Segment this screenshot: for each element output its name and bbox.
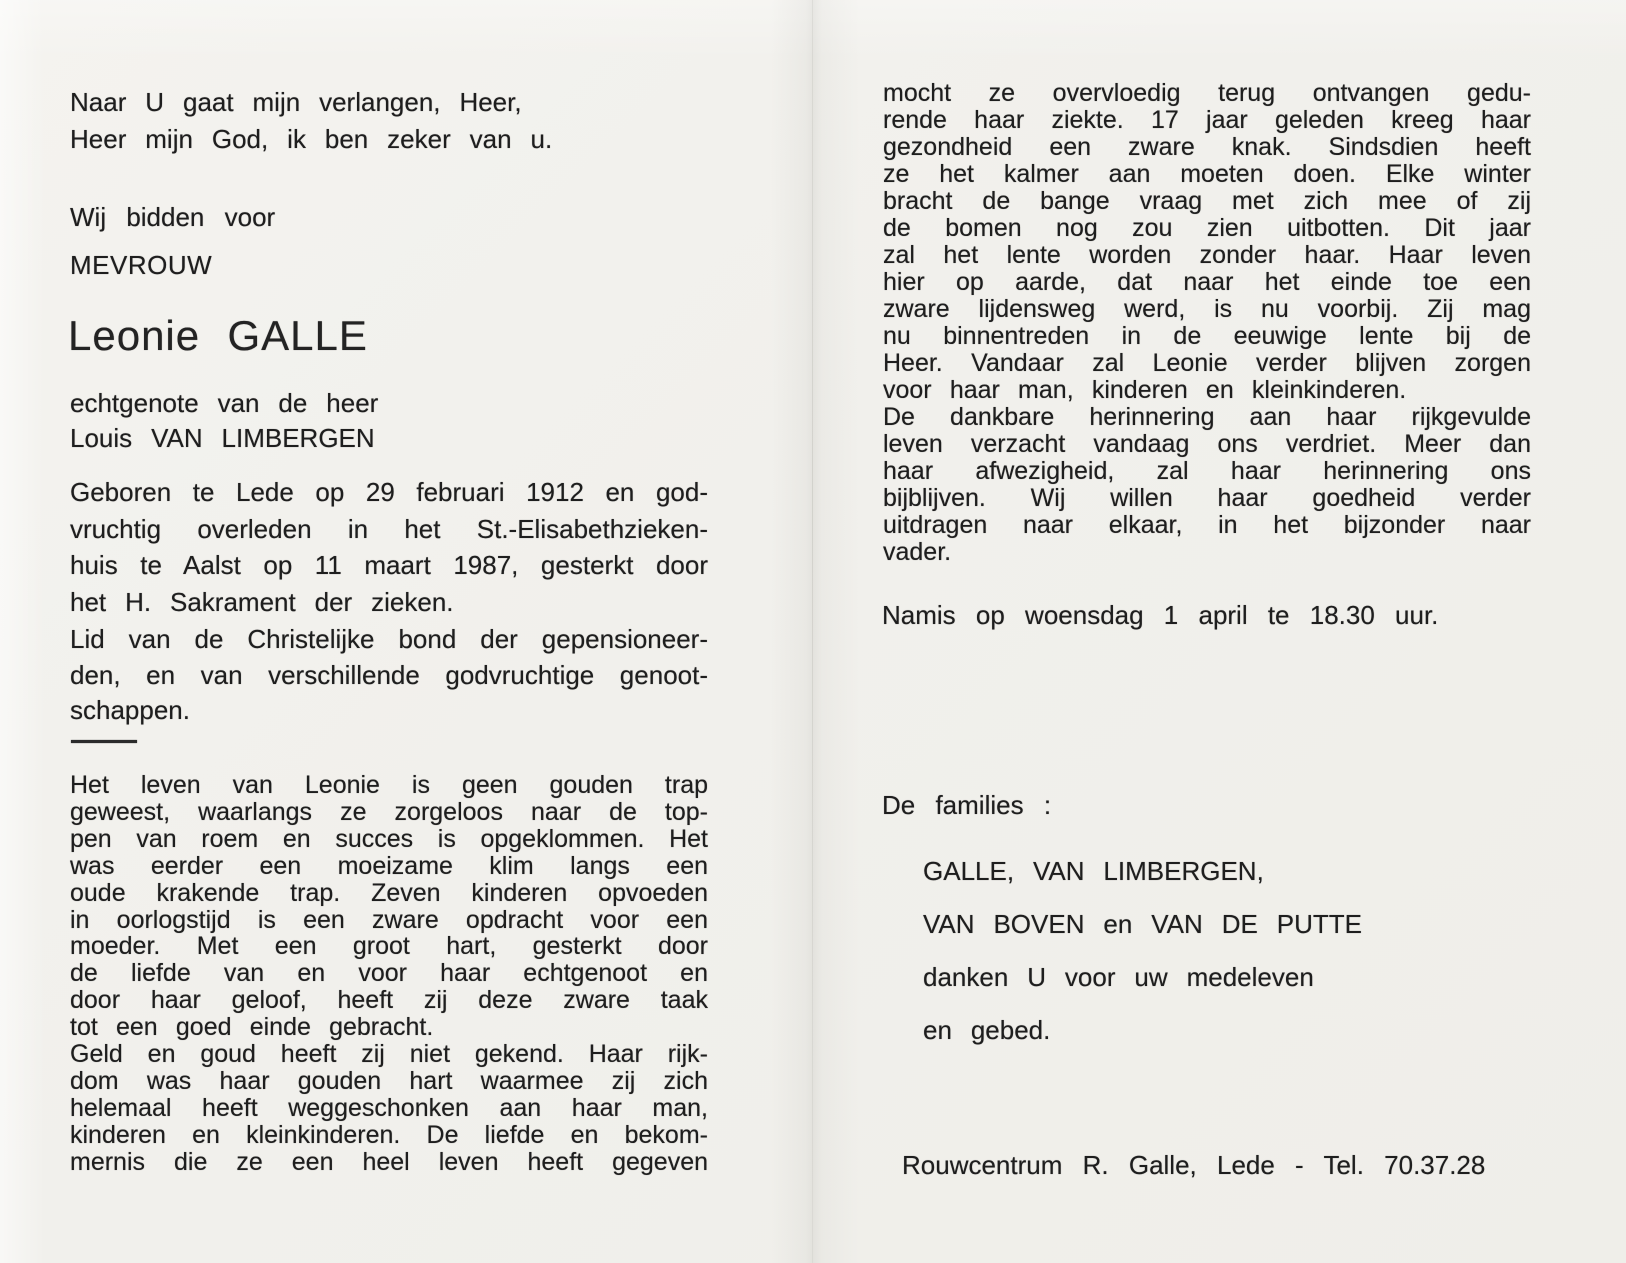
text-line: den, en van verschillende godvruchtige genoot-: [70, 659, 708, 690]
text-line: de liefde van en voor haar echtgenoot en: [70, 959, 708, 988]
text-line: Geboren te Lede op 29 februari 1912 en god-: [70, 477, 708, 507]
text-line: door haar geloof, heeft zij deze zware taak: [70, 986, 708, 1015]
deceased-name: Leonie GALLE: [68, 312, 368, 359]
text-line: bijblijven. Wij willen haar goedheid verder: [883, 484, 1531, 512]
text-line: tot een goed einde gebracht.: [70, 1013, 434, 1042]
text-line: zware lijdensweg werd, is nu voorbij. Zij mag: [883, 295, 1531, 323]
bio-paragraph: [70, 474, 708, 620]
text-line: hier op aarde, dat naar het einde toe een: [883, 268, 1531, 296]
text-line: haar afwezigheid, zal haar herinnering ons: [883, 457, 1531, 485]
text-line: Heer. Vandaar zal Leonie verder blijven zorgen: [883, 349, 1531, 377]
page-fold: [812, 0, 813, 1263]
text-line: helemaal heeft weggeschonken aan haar man,: [70, 1093, 708, 1122]
opening-quote: [70, 84, 710, 158]
text-line: vruchtig overleden in het St.-Elisabethzieken-: [70, 513, 708, 544]
text-line: Heer mijn God, ik ben zeker van u.: [70, 124, 553, 154]
text-line: GALLE, VAN LIMBERGEN,: [923, 856, 1264, 886]
families-names: [923, 845, 1523, 1057]
text-line: leven verzacht vandaag ons verdriet. Meer dan: [883, 430, 1531, 458]
text-line: in oorlogstijd is een zware opdracht voor een: [70, 905, 708, 934]
text-line: zal het lente worden zonder haar. Haar leven: [883, 241, 1531, 269]
text-line: voor haar man, kinderen en kleinkinderen.: [883, 376, 1407, 404]
text-line: Geld en goud heeft zij niet gekend. Haar rijk-: [70, 1040, 708, 1069]
text-line: rende haar ziekte. 17 jaar geleden kreeg haar: [883, 106, 1531, 134]
text-line: mocht ze overvloedig terug ontvangen gedu-: [883, 79, 1531, 107]
funeral-home-line: Rouwcentrum R. Galle, Lede - Tel. 70.37.28: [902, 1150, 1486, 1180]
section-divider: [71, 740, 137, 743]
text-line: dom was haar gouden hart waarmee zij zich: [70, 1066, 708, 1095]
text-line: Naar U gaat mijn verlangen, Heer,: [70, 87, 522, 117]
right-page: [813, 0, 1626, 1263]
text-line: en gebed.: [923, 1015, 1051, 1045]
text-line: mernis die ze een heel leven heeft gegeven: [70, 1147, 708, 1176]
honorific: MEVROUW: [70, 250, 213, 280]
text-line: Louis VAN LIMBERGEN: [70, 423, 375, 453]
text-line: danken U voor uw medeleven: [923, 962, 1314, 992]
text-line: was eerder een moeizame klim langs een: [70, 851, 708, 880]
text-line: uitdragen naar elkaar, in het bijzonder naar: [883, 511, 1531, 539]
text-line: bracht de bange vraag met zich mee of zij: [883, 187, 1531, 215]
text-line: geweest, waarlangs ze zorgeloos naar de top-: [70, 797, 708, 826]
text-line: moeder. Met een groot hart, gesterkt door: [70, 932, 708, 961]
continuation-paragraph: [883, 80, 1531, 566]
text-line: vader.: [883, 538, 952, 566]
text-line: oude krakende trap. Zeven kinderen opvoeden: [70, 878, 708, 907]
text-line: ze het kalmer aan moeten doen. Elke winter: [883, 160, 1531, 188]
text-line: de bomen nog zou zien uitbotten. Dit jaar: [883, 214, 1531, 242]
life-paragraph: [70, 772, 708, 1176]
membership-paragraph: [70, 622, 708, 729]
text-line: kinderen en kleinkinderen. De liefde en bekom-: [70, 1120, 708, 1149]
text-line: VAN BOVEN en VAN DE PUTTE: [923, 909, 1362, 939]
text-line: De dankbare herinnering aan haar rijkgevulde: [883, 403, 1531, 431]
intro-line: Wij bidden voor: [70, 202, 276, 232]
text-line: nu binnentreden in de eeuwige lente bij de: [883, 322, 1531, 350]
text-line: Lid van de Christelijke bond der gepensioneer-: [70, 624, 708, 654]
text-line: het H. Sakrament der zieken.: [70, 586, 454, 617]
text-line: gezondheid een zware knak. Sindsdien heeft: [883, 133, 1531, 161]
spouse-lines: [70, 386, 710, 456]
text-line: pen van roem en succes is opgeklommen. Het: [70, 824, 708, 853]
text-line: Het leven van Leonie is geen gouden trap: [70, 771, 708, 799]
memorial-service-line: Namis op woensdag 1 april te 18.30 uur.: [882, 600, 1439, 630]
families-label: De families :: [882, 790, 1052, 820]
text-line: schappen.: [70, 695, 190, 725]
text-line: echtgenote van de heer: [70, 388, 379, 418]
text-line: huis te Aalst op 11 maart 1987, gesterkt door: [70, 550, 708, 580]
